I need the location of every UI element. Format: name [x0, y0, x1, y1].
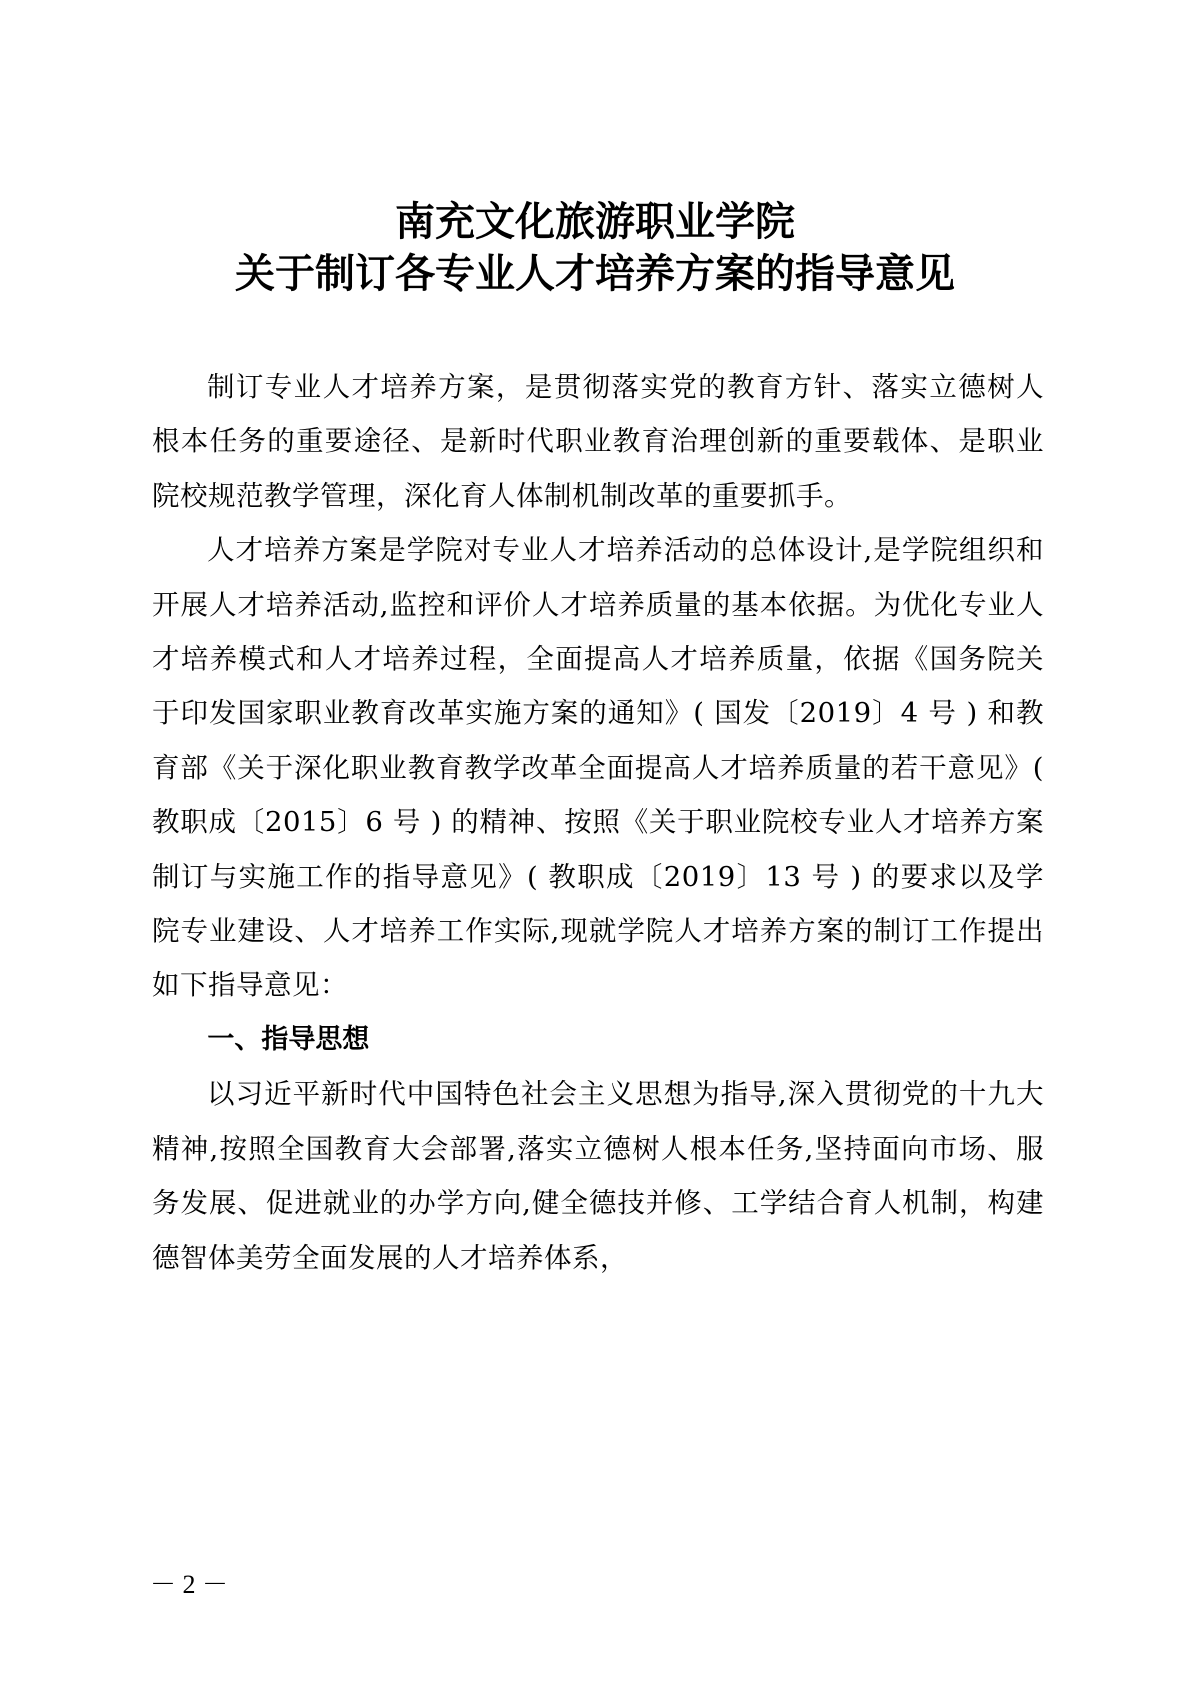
- section-heading-guiding-ideology: 一、指导思想: [207, 1023, 370, 1055]
- title-line-subject: 关于制订各专业人才培养方案的指导意见: [235, 250, 955, 297]
- section-paragraph: 以习近平新时代中国特色社会主义思想为指导,深入贯彻党的十九大精神,按照全国教育大会部署,落实立德树人根本任务,坚持面向市场、服务发展、促进就业的办学方向,健全德技并修、工学结合育人机制，构建德智体美劳全面发展的人才培养体系，: [152, 1078, 1044, 1274]
- intro-paragraph-1: 制订专业人才培养方案，是贯彻落实党的教育方针、落实立德树人根本任务的重要途径、是新时代职业教育治理创新的重要载体、是职业院校规范教学管理，深化育人体制机制改革的重要抓手。: [152, 371, 1044, 512]
- intro-paragraph-2: 人才培养方案是学院对专业人才培养活动的总体设计,是学院组织和开展人才培养活动,监控和评价人才培养质量的基本依据。为优化专业人才培养模式和人才培养过程，全面提高人才培养质量，依据《国务院关于印发国家职业教育改革实施方案的通知》( 国发〔2019〕4 号 ) 和教育部《关于深化职业教育教学改革全面提高人才培养质量的若干意见》( 教职成〔2015〕6 号 ) 的精神、按照《关于职业院校专业人才培养方案制订与实施工作的指导意见》( 教职成〔2019〕13 号 ) 的要求以及学院专业建设、人才培养工作实际,现就学院人才培养方案的制订工作提出如下指导意见：: [152, 534, 1044, 1002]
- page-number: － 2 －: [150, 1570, 229, 1599]
- document-body: [152, 360, 1044, 1285]
- title-line-institution: 南充文化旅游职业学院: [395, 198, 795, 245]
- document-title: [0, 196, 1190, 300]
